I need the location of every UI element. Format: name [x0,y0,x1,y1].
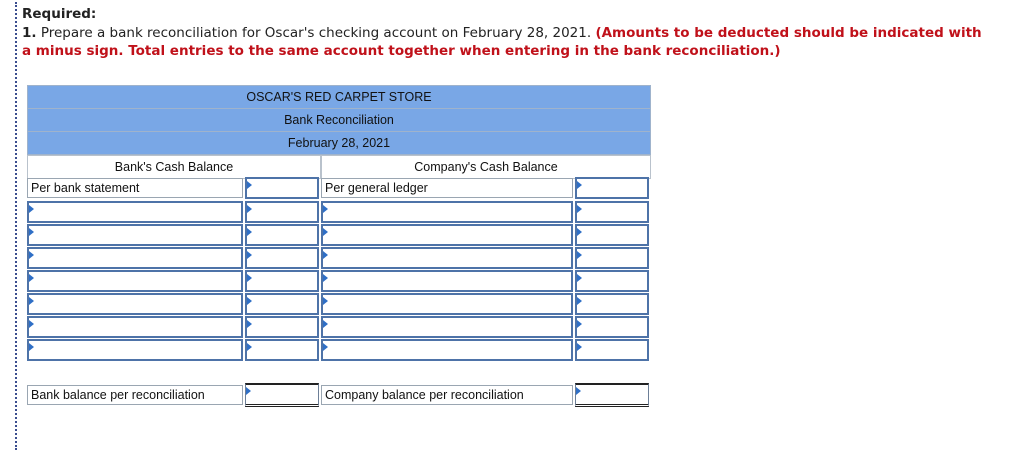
company-item-amount-input[interactable] [575,201,649,223]
dropdown-arrow-icon [577,205,582,213]
company-cash-balance-header: Company's Cash Balance [321,155,651,179]
dropdown-arrow-icon [247,205,252,213]
dropdown-arrow-icon [247,343,252,351]
report-title-header: Bank Reconciliation [27,108,651,132]
bank-item-amount-input[interactable] [245,293,319,315]
dropdown-arrow-icon [246,387,251,395]
dropdown-arrow-icon [323,251,328,259]
company-item-amount-input[interactable] [575,224,649,246]
per-bank-statement-label: Per bank statement [27,178,243,198]
bank-item-amount-input[interactable] [245,339,319,361]
bank-item-description-input[interactable] [27,224,243,246]
bank-cash-balance-header: Bank's Cash Balance [27,155,321,179]
dropdown-arrow-icon [577,251,582,259]
company-item-amount-input[interactable] [575,247,649,269]
dropdown-arrow-icon [29,343,34,351]
dropdown-arrow-icon [29,274,34,282]
per-bank-statement-amount-input[interactable] [245,177,319,199]
company-item-description-input[interactable] [321,293,573,315]
dropdown-arrow-icon [577,297,582,305]
company-item-amount-input[interactable] [575,293,649,315]
dropdown-arrow-icon [29,297,34,305]
left-dotted-border [15,2,17,450]
dropdown-arrow-icon [247,320,252,328]
instruction-body: Prepare a bank reconciliation for Oscar's checking account on February 28, 2021. [36,25,596,41]
company-item-description-input[interactable] [321,247,573,269]
dropdown-arrow-icon [247,274,252,282]
bank-item-amount-input[interactable] [245,224,319,246]
company-item-description-input[interactable] [321,201,573,223]
company-name-header: OSCAR'S RED CARPET STORE [27,85,651,109]
bank-item-amount-input[interactable] [245,270,319,292]
bank-balance-per-reconciliation-label: Bank balance per reconciliation [27,385,243,405]
dropdown-arrow-icon [323,343,328,351]
dropdown-arrow-icon [577,228,582,236]
dropdown-arrow-icon [576,387,581,395]
company-item-description-input[interactable] [321,224,573,246]
dropdown-arrow-icon [29,228,34,236]
dropdown-arrow-icon [323,320,328,328]
dropdown-arrow-icon [247,251,252,259]
company-item-description-input[interactable] [321,316,573,338]
dropdown-arrow-icon [323,205,328,213]
company-item-amount-input[interactable] [575,316,649,338]
dropdown-arrow-icon [323,228,328,236]
company-item-amount-input[interactable] [575,270,649,292]
dropdown-arrow-icon [577,343,582,351]
dropdown-arrow-icon [247,228,252,236]
bank-item-description-input[interactable] [27,247,243,269]
per-general-ledger-amount-input[interactable] [575,177,649,199]
bank-item-amount-input[interactable] [245,316,319,338]
bank-item-description-input[interactable] [27,293,243,315]
dropdown-arrow-icon [247,297,252,305]
dropdown-arrow-icon [29,320,34,328]
report-date-header: February 28, 2021 [27,131,651,155]
bank-item-description-input[interactable] [27,201,243,223]
company-item-description-input[interactable] [321,270,573,292]
dropdown-arrow-icon [577,274,582,282]
company-item-amount-input[interactable] [575,339,649,361]
dropdown-arrow-icon [29,205,34,213]
bank-reconciliation-form [27,85,651,409]
per-general-ledger-label: Per general ledger [321,178,573,198]
dropdown-arrow-icon [323,297,328,305]
dropdown-arrow-icon [29,251,34,259]
instruction-number: 1. [22,25,37,41]
bank-item-amount-input[interactable] [245,247,319,269]
company-item-description-input[interactable] [321,339,573,361]
required-label: Required: [22,6,97,22]
bank-item-amount-input[interactable] [245,201,319,223]
bank-item-description-input[interactable] [27,316,243,338]
bank-item-description-input[interactable] [27,270,243,292]
instruction-text [22,24,982,60]
company-balance-per-reconciliation-total[interactable] [575,383,649,407]
company-balance-per-reconciliation-label: Company balance per reconciliation [321,385,573,405]
dropdown-arrow-icon [577,320,582,328]
dropdown-arrow-icon [323,274,328,282]
bank-item-description-input[interactable] [27,339,243,361]
dropdown-arrow-icon [577,181,582,189]
dropdown-arrow-icon [247,181,252,189]
bank-balance-per-reconciliation-total[interactable] [245,383,319,407]
instruction-note: (Amounts to be deducted should be indicated with a minus sign. Total entries to the same account together when entering in the bank reconciliation.) [22,25,982,59]
